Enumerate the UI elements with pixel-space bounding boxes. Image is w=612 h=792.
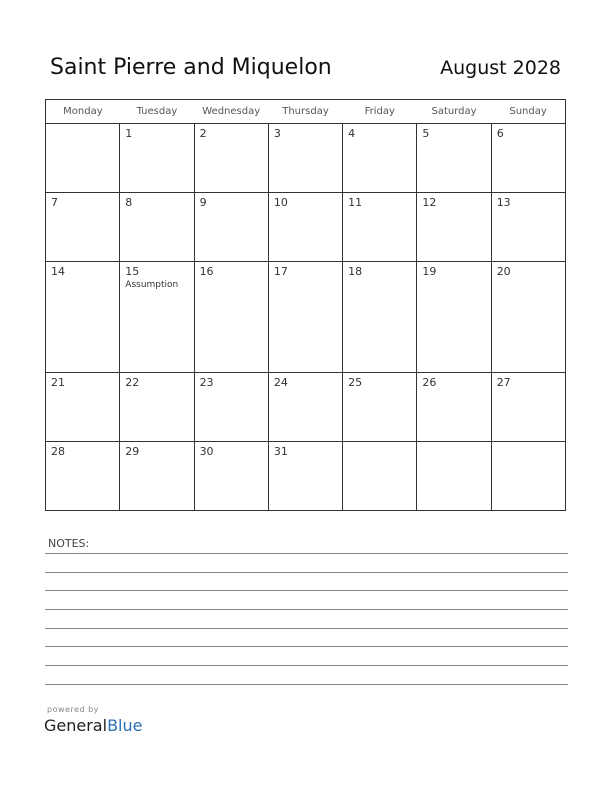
day-cell [194,124,268,193]
day-number: 9 [199,196,207,210]
day-cell [268,124,342,193]
day-number: 11 [348,196,363,210]
weekday-header: Monday [46,100,120,124]
day-number: 30 [199,444,214,458]
day-cell [491,262,565,373]
day-cell [120,372,194,441]
powered-by-text: powered by [47,705,99,714]
day-cell [268,441,342,510]
day-number: 7 [51,196,58,210]
day-cell [491,441,565,510]
holiday-label: Assumption [125,280,179,291]
week-row [46,262,566,373]
day-cell [46,124,120,193]
day-cell [120,441,194,510]
notes-line [45,553,568,554]
day-cell [120,262,194,373]
week-row [46,193,566,262]
notes-line [45,646,568,647]
weekday-header: Saturday [417,100,491,124]
day-number: 1 [125,127,133,140]
day-number: 3 [273,127,281,140]
day-cell [194,262,268,373]
day-number: 17 [273,265,288,279]
day-cell [46,441,120,510]
calendar-country-title: Saint Pierre and Miquelon [50,55,332,80]
day-number: 18 [348,265,363,279]
day-number: 8 [125,196,133,210]
day-cell [491,124,565,193]
weekday-header: Tuesday [120,100,194,124]
calendar-grid [45,99,566,511]
day-cell [46,193,120,262]
day-number: 28 [51,444,65,458]
day-number: 24 [273,375,288,389]
day-cell [343,193,417,262]
day-number: 19 [422,265,437,279]
day-number: 2 [199,127,207,140]
day-cell [343,124,417,193]
day-number: 22 [125,375,140,389]
day-cell [491,193,565,262]
week-row [46,124,566,193]
day-cell [120,124,194,193]
week-row [46,441,566,510]
day-cell [120,193,194,262]
day-cell [343,262,417,373]
day-number: 20 [496,265,511,279]
day-number: 16 [199,265,214,279]
notes-line [45,572,568,573]
generalblue-logo [44,716,142,735]
day-cell [194,441,268,510]
day-cell [194,193,268,262]
day-cell [268,262,342,373]
weekday-header: Thursday [268,100,342,124]
day-number: 4 [348,127,356,140]
day-number: 23 [199,375,214,389]
day-number: 5 [422,127,430,140]
day-cell [417,262,491,373]
day-cell [417,124,491,193]
notes-line [45,609,568,610]
day-number: 12 [422,196,437,210]
notes-line [45,665,568,666]
day-number: 31 [273,444,288,458]
day-cell [417,372,491,441]
day-cell [268,372,342,441]
day-cell [46,262,120,373]
day-cell [194,372,268,441]
day-number: 15 [125,265,140,279]
day-cell [268,193,342,262]
day-number: 21 [51,375,65,389]
week-row [46,372,566,441]
weekday-header: Friday [343,100,417,124]
day-cell [46,372,120,441]
day-number: 13 [496,196,511,210]
day-number: 6 [496,127,504,140]
day-number: 27 [496,375,511,389]
day-number: 14 [51,265,65,279]
brand-general-text: General [44,716,108,735]
weekday-header: Sunday [491,100,565,124]
day-cell [417,193,491,262]
day-cell [343,372,417,441]
day-number: 29 [125,444,140,458]
notes-line [45,628,568,629]
day-cell [343,441,417,510]
weekday-header: Wednesday [194,100,268,124]
weekday-header-row [46,100,566,124]
day-cell [417,441,491,510]
day-number: 25 [348,375,363,389]
notes-label: NOTES: [48,537,90,550]
day-number: 10 [273,196,288,210]
day-number: 26 [422,375,437,389]
day-cell [491,372,565,441]
calendar-month-year: August 2028 [440,57,561,79]
brand-blue-text: Blue [107,716,143,735]
notes-line [45,684,568,685]
notes-line [45,590,568,591]
